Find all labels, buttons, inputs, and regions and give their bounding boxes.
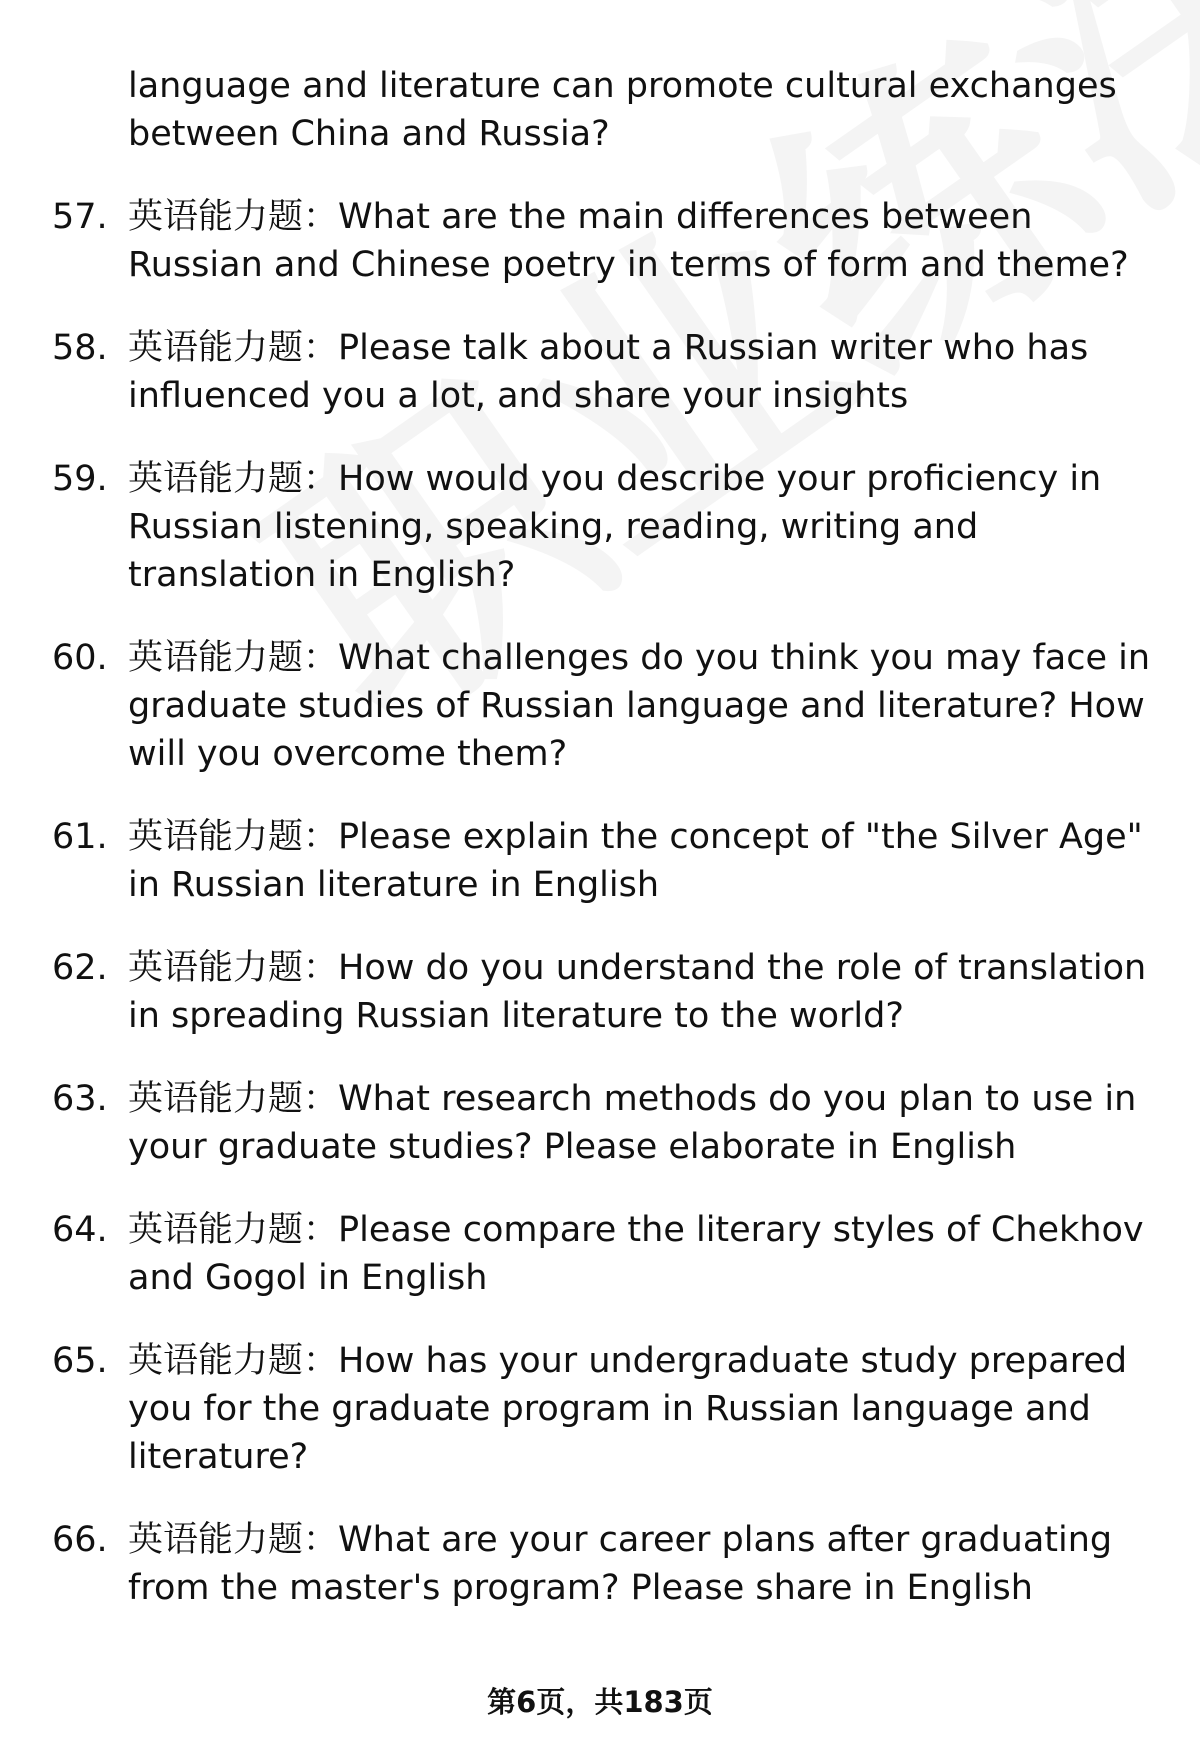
question-text: Please talk about a Russian writer who has influenced you a lot, and share your insights: [128, 328, 1089, 416]
question-label: 英语能力题：: [128, 1079, 339, 1119]
question-item: [52, 1075, 1162, 1171]
question-label: 英语能力题：: [128, 948, 339, 988]
question-text: Please compare the literary styles of Chekhov and Gogol in English: [128, 1210, 1144, 1298]
continuation-body: language and literature can promote cultural exchanges between China and Russia?: [128, 66, 1117, 154]
question-item: [52, 1516, 1162, 1612]
question-number: 66.: [52, 1520, 108, 1560]
question-number: 63.: [52, 1079, 108, 1119]
question-number: 60.: [52, 638, 108, 678]
question-text: How has your undergraduate study prepared you for the graduate program in Russian language and literature?: [128, 1341, 1128, 1477]
question-text: What are your career plans after graduating from the master's program? Please share in English: [128, 1520, 1113, 1608]
question-text: How do you understand the role of translation in spreading Russian literature to the world?: [128, 948, 1147, 1036]
question-number: 61.: [52, 817, 108, 857]
question-label: 英语能力题：: [128, 1520, 339, 1560]
question-label: 英语能力题：: [128, 1341, 339, 1381]
question-text: What are the main differences between Russian and Chinese poetry in terms of form and theme?: [128, 197, 1129, 285]
question-text: How would you describe your proficiency in Russian listening, speaking, reading, writing and translation in English?: [128, 459, 1102, 595]
question-text: What challenges do you think you may face in graduate studies of Russian language and literature? How will you overcome them?: [128, 638, 1151, 774]
question-label: 英语能力题：: [128, 817, 339, 857]
question-label: 英语能力题：: [128, 328, 339, 368]
question-item: [52, 193, 1162, 289]
question-text: Please explain the concept of "the Silver Age" in Russian literature in English: [128, 817, 1143, 905]
question-item: [52, 1206, 1162, 1302]
question-number: 62.: [52, 948, 108, 988]
question-number: 57.: [52, 197, 108, 237]
question-number: 59.: [52, 459, 108, 499]
question-label: 英语能力题：: [128, 638, 339, 678]
question-list: [52, 62, 1162, 1647]
question-number: 64.: [52, 1210, 108, 1250]
question-item: [52, 455, 1162, 599]
question-text: What research methods do you plan to use in your graduate studies? Please elaborate in English: [128, 1079, 1137, 1167]
page-footer: 第6页，共183页: [487, 1685, 713, 1719]
question-label: 英语能力题：: [128, 459, 339, 499]
question-item: [52, 813, 1162, 909]
question-number: 65.: [52, 1341, 108, 1381]
question-item: [52, 634, 1162, 778]
question-item: [52, 324, 1162, 420]
question-item: [52, 1337, 1162, 1481]
question-number: 58.: [52, 328, 108, 368]
question-item: [52, 944, 1162, 1040]
question-label: 英语能力题：: [128, 197, 339, 237]
question-label: 英语能力题：: [128, 1210, 339, 1250]
continuation-text: [52, 62, 1162, 158]
